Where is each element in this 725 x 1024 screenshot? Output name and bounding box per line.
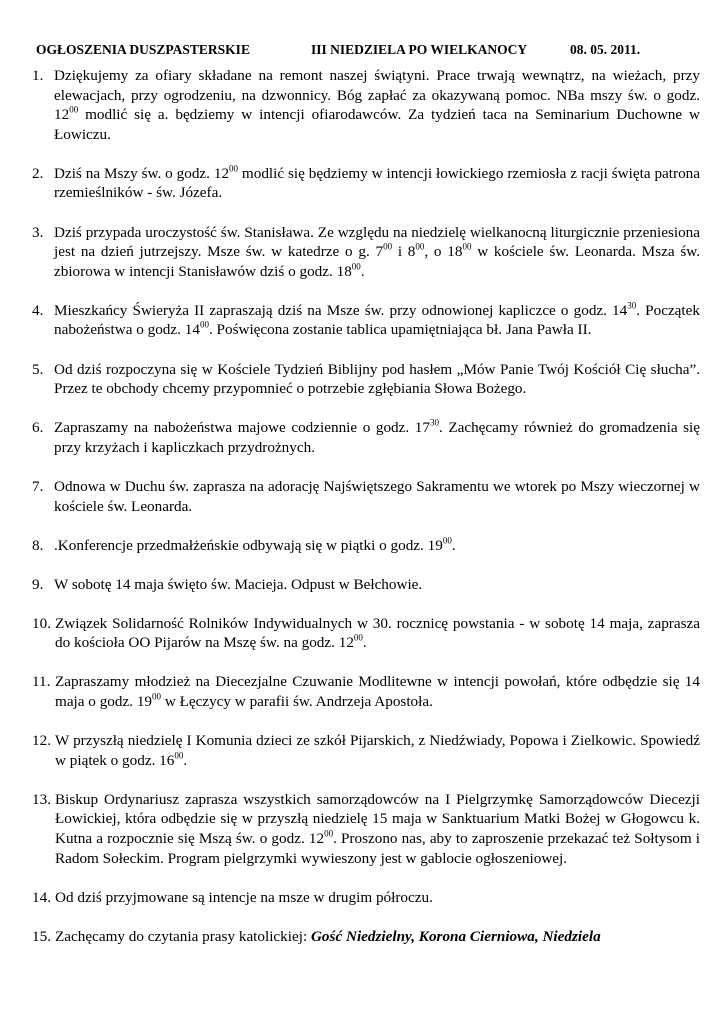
notice-number: 8. [32, 536, 44, 554]
notice-number: 9. [32, 575, 44, 593]
notice-item: 13. Biskup Ordynariusz zaprasza wszystkich samorządowców na I Pielgrzymkę Samorządowców Diecezji Łowickiej, która odbędzie się w przyszłą niedzielę 15 maja w Sanktuarium Matki Bożej w Głogowcu k. Kutna a rozpocznie się Mszą św. o godz. $12^{00}$. Proszono nas, aby to zaproszenie przekazać też Sołtysom i Radom Sołeckim. Program pielgrzymki wywieszony jest w gablocie ogłoszeniowej. [32, 790, 700, 867]
notice-number: 15. [32, 927, 51, 945]
notice-number: 2. [32, 164, 44, 182]
notice-item: 10. Związek Solidarność Rolników Indywidualnych w 30. rocznicę powstania - w sobotę 14 maja, zaprasza do kościoła OO Pijarów na Mszę św. na godz. $12^{00}$. [32, 614, 700, 652]
notice-list [32, 66, 700, 966]
notice-item: 12. W przyszłą niedzielę I Komunia dzieci ze szkół Pijarskich, z Niedźwiady, Popowa i Zielkowic. Spowiedź w piątek o godz. $16^{00}$. [32, 732, 700, 769]
notice-number: 7. [32, 477, 44, 495]
notice-item: 2. Dziś na Mszy św. o godz. $12^{00}$ modlić się będziemy w intencji łowickiego rzemiosła z racji święta patrona rzemieślników - św. Józefa. [32, 163, 700, 202]
notice-number: 3. [32, 223, 44, 241]
header-date: 08. 05. 2011. [570, 42, 641, 57]
notice-item: 5. Od dziś rozpoczyna się w Kościele Tydzień Biblijny pod hasłem „Mów Panie Twój Kościół Cię słucha”. Przez te obchody chcemy przypomnieć o potrzebie zgłębiania Słowa Bożego. [32, 360, 700, 398]
notice-number: 6. [32, 419, 44, 437]
notice-number: 4. [32, 301, 44, 319]
header-title: OGŁOSZENIA DUSZPASTERSKIE [36, 42, 250, 57]
notice-item: 9. W sobotę 14 maja święto św. Macieja. Odpust w Bełchowie. [32, 575, 423, 593]
notice-number: 10. [32, 614, 51, 632]
notice-number: 12. [32, 732, 51, 750]
notice-item: 8. .Konferencje przedmałżeńskie odbywają się w piątki o godz. $19^{00}$. [32, 534, 456, 554]
press-titles: Gość Niedzielny, Korona Cierniowa, Niedziela [310, 927, 601, 945]
notice-number: 1. [32, 67, 44, 84]
notice-number: 14. [32, 888, 51, 906]
notice-item: 6. Zapraszamy na nabożeństwa majowe codziennie o godz. $17^{30}$. Zachęcamy również do gromadzenia się przy krzyżach i kapliczkach przydrożnych. [32, 417, 700, 456]
notice-item: 7. Odnowa w Duchu św. zaprasza na adorację Najświętszego Sakramentu we wtorek po Mszy wieczornej w kościele św. Leonarda. [32, 477, 700, 515]
notice-number: 5. [32, 360, 44, 378]
notice-item: 14. Od dziś przyjmowane są intencje na msze w drugim półroczu. [32, 888, 433, 906]
notice-item: 11. Zapraszamy młodzież na Diecezjalne Czuwanie Modlitewne w intencji powołań, które odbędzie się 14 maja o godz. $19^{00}$ w Łęczycy w parafii św. Andrzeja Apostoła. [32, 673, 700, 711]
notice-number: 11. [32, 673, 51, 691]
notice-item: 1. Dziękujemy za ofiary składane na remont naszej świątyni. Prace trwają wewnątrz, na wieżach, przy elewacjach, przy ogrodzeniu, na dzwonnicy. Bóg zapłać za okazywaną pomoc. NBa mszy św. o godz. $12^{00}$ modlić się a. będziemy w intencji ofiarodawców. Za tydzień taca na Seminarium Duchowne w Łowiczu. [32, 67, 700, 143]
notice-number: 13. [32, 790, 51, 808]
header-sunday: III NIEDZIELA PO WIELKANOCY [311, 42, 528, 57]
notice-item: 15. Zachęcamy do czytania prasy katolickiej: Gość Niedzielny, Korona Cierniowa, Niedziela [32, 927, 601, 945]
notice-item: 3. Dziś przypada uroczystość św. Stanisława. Ze względu na niedzielę wielkanocną liturgicznie przeniesiona jest na dzień jutrzejszy. Msze św. w katedrze o g. $7^{00}$ i $8^{00}$, o $18^{00}$ w kościele św. Leonarda. Msza św. zbiorowa w intencji Stanisławów dziś o godz. $18^{00}$. [32, 223, 701, 280]
notice-item: 4. Mieszkańcy Świeryża II zapraszają dziś na Msze św. przy odnowionej kapliczce o godz. $14^{30}$. Początek nabożeństwa o godz. $14^{00}$. Poświęcona zostanie tablica upamiętniająca bł. Jana Pawła II. [32, 300, 700, 339]
